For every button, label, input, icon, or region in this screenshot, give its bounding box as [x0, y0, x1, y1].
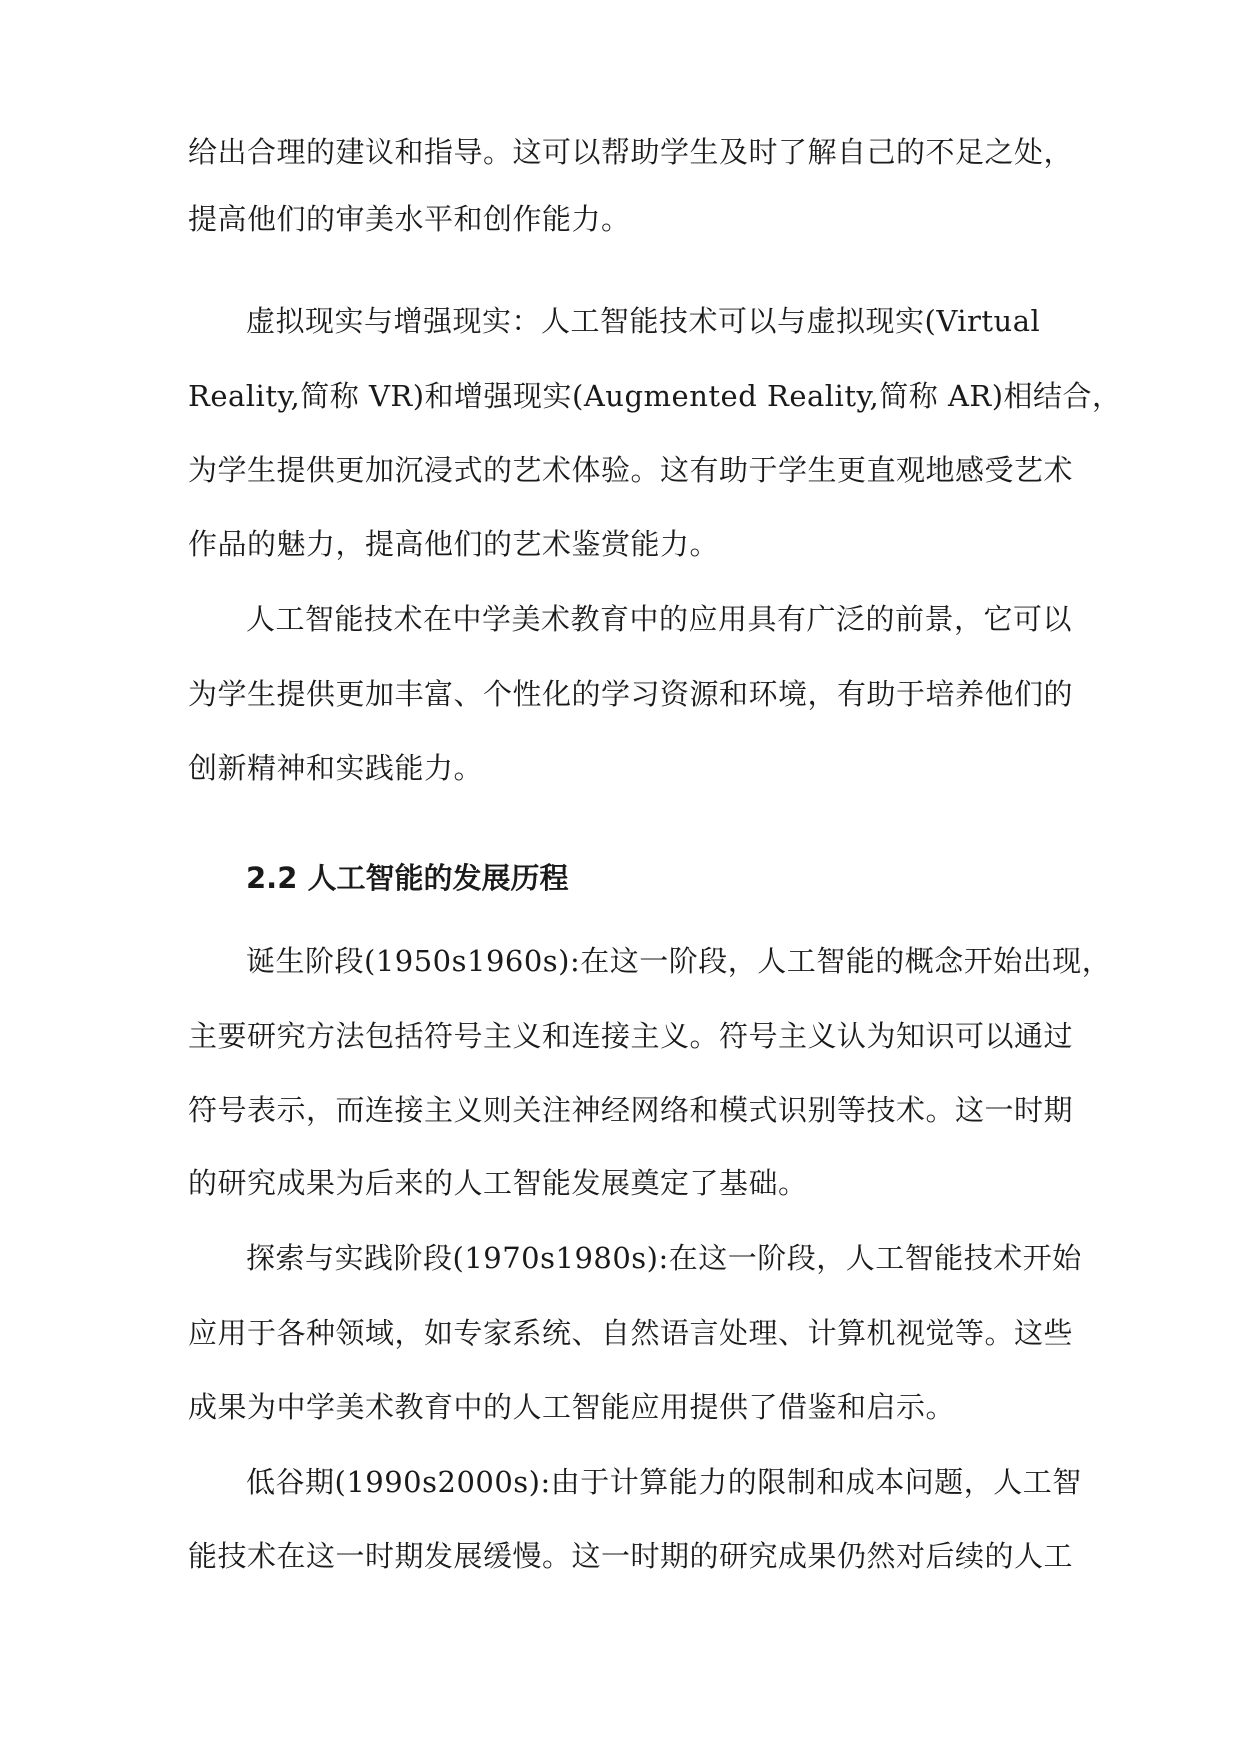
body-line: 为学生提供更加丰富、个性化的学习资源和环境，有助于培养他们的: [188, 677, 1074, 711]
body-line: 虚拟现实与增强现实：人工智能技术可以与虚拟现实(Virtual: [246, 304, 1041, 338]
body-line: 作品的魅力，提高他们的艺术鉴赏能力。: [188, 527, 720, 561]
section-heading: 2.2 人工智能的发展历程: [246, 861, 569, 895]
body-line: 为学生提供更加沉浸式的艺术体验。这有助于学生更直观地感受艺术: [188, 453, 1074, 487]
body-line: 探索与实践阶段(1970s1980s):在这一阶段，人工智能技术开始: [246, 1241, 1082, 1275]
body-line: 低谷期(1990s2000s):由于计算能力的限制和成本问题，人工智: [246, 1465, 1082, 1499]
body-line: 的研究成果为后来的人工智能发展奠定了基础。: [188, 1166, 808, 1200]
body-line: 应用于各种领域，如专家系统、自然语言处理、计算机视觉等。这些: [188, 1316, 1074, 1350]
body-line: 能技术在这一时期发展缓慢。这一时期的研究成果仍然对后续的人工: [188, 1539, 1074, 1573]
body-line: 人工智能技术在中学美术教育中的应用具有广泛的前景，它可以: [246, 602, 1073, 636]
body-line: 诞生阶段(1950s1960s):在这一阶段，人工智能的概念开始出现，: [246, 944, 1112, 978]
body-line: 给出合理的建议和指导。这可以帮助学生及时了解自己的不足之处，: [188, 135, 1074, 169]
body-line: 创新精神和实践能力。: [188, 751, 484, 785]
body-line: 提高他们的审美水平和创作能力。: [188, 202, 631, 236]
body-line: 符号表示，而连接主义则关注神经网络和模式识别等技术。这一时期: [188, 1093, 1074, 1127]
body-line: Reality,简称 VR)和增强现实(Augmented Reality,简称 AR)相结合，: [188, 379, 1122, 413]
body-line: 主要研究方法包括符号主义和连接主义。符号主义认为知识可以通过: [188, 1019, 1074, 1053]
body-line: 成果为中学美术教育中的人工智能应用提供了借鉴和启示。: [188, 1390, 956, 1424]
